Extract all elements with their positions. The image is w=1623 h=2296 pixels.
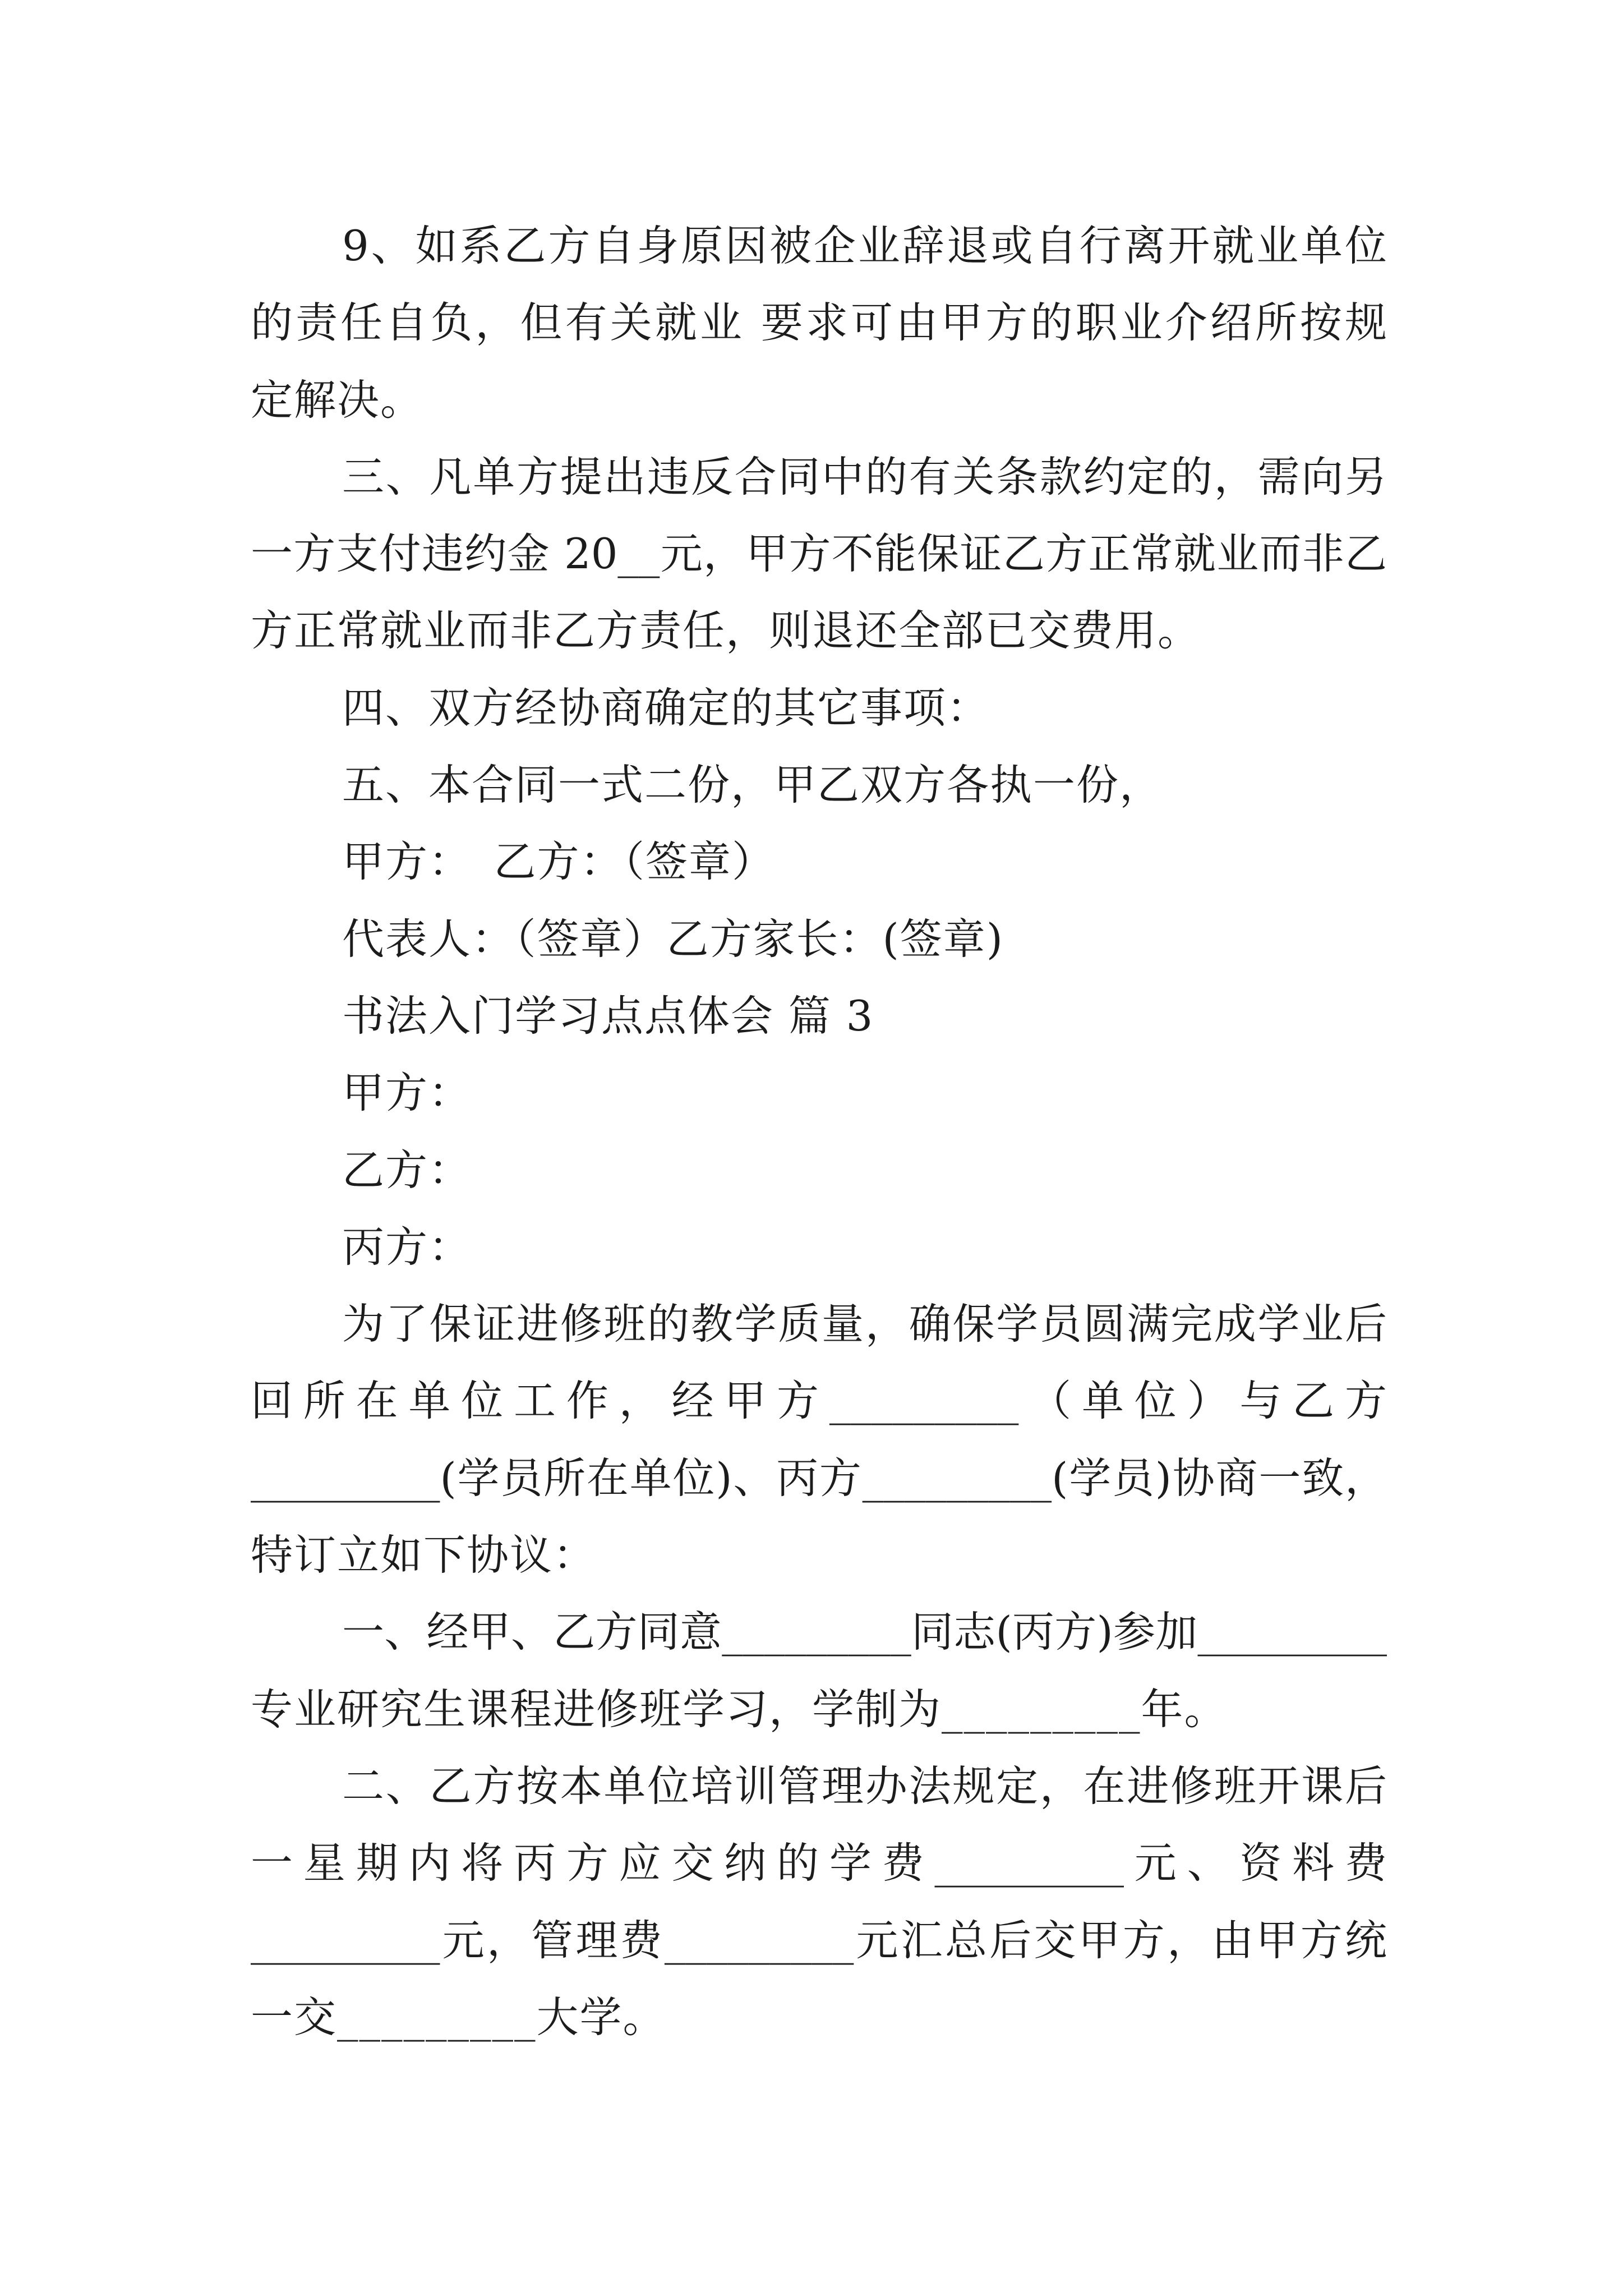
text-line: 代表人：（签章）乙方家长：(签章) <box>342 914 1004 964</box>
document-body <box>251 208 1387 2056</box>
text-line: 五、本合同一式二份，甲乙双方各执一份， <box>342 760 1163 810</box>
text-line: 定解决。 <box>251 375 424 425</box>
article-one-paragraph <box>251 1594 1387 1748</box>
text-line: 9、如系乙方自身原因被企业辞退或自行离开就业单位 <box>342 221 1387 270</box>
section-heading <box>251 978 1387 1055</box>
text-line: _________(学员所在单位)、丙方_________(学员)协商一致， <box>251 1453 1387 1503</box>
article-two-paragraph <box>251 1748 1387 2056</box>
party-c-line <box>251 1209 1387 1286</box>
text-line: 的责任自负，但有关就业 要求可由甲方的职业介绍所按规 <box>251 298 1387 348</box>
text-line: 一星期内将丙方应交纳的学费_________元、资料费 <box>251 1838 1387 1888</box>
text-line: 三、凡单方提出违反合同中的有关条款约定的，需向另 <box>342 452 1387 501</box>
text-line: 一交_________大学。 <box>251 1992 666 2042</box>
text-line: _________元，管理费_________元汇总后交甲方，由甲方统 <box>251 1915 1387 1965</box>
text-line: 丙方： <box>342 1222 472 1272</box>
text-line: 专业研究生课程进修班学习，学制为_________年。 <box>251 1684 1228 1734</box>
text-line: 二、乙方按本单位培训管理办法规定，在进修班开课后 <box>342 1761 1387 1811</box>
text-line: 特订立如下协议： <box>251 1530 597 1580</box>
clause-three-paragraph <box>251 439 1387 670</box>
text-line: 乙方： <box>342 1145 472 1195</box>
signature-line-parties <box>251 823 1387 900</box>
clause-five-paragraph <box>251 747 1387 823</box>
text-line: 书法入门学习点点体会 篇 3 <box>342 991 874 1041</box>
text-line: 甲方： 乙方：（签章） <box>342 837 776 887</box>
clause-four-paragraph <box>251 670 1387 747</box>
text-line: 方正常就业而非乙方责任，则退还全部已交费用。 <box>251 606 1201 656</box>
party-a-line <box>251 1055 1387 1131</box>
party-b-line <box>251 1132 1387 1209</box>
text-line: 四、双方经协商确定的其它事项： <box>342 683 990 733</box>
signature-line-representative <box>251 901 1387 978</box>
text-line: 一、经甲、乙方同意_________同志(丙方)参加_________ <box>342 1607 1387 1657</box>
text-line: 回所在单位工作，经甲方_________（单位）与乙方 <box>251 1376 1387 1426</box>
preamble-paragraph <box>251 1286 1387 1594</box>
clause-9-paragraph <box>251 208 1387 439</box>
text-line: 一方支付违约金 20__元，甲方不能保证乙方正常就业而非乙 <box>251 529 1387 579</box>
text-line: 为了保证进修班的教学质量，确保学员圆满完成学业后 <box>342 1299 1387 1349</box>
text-line: 甲方： <box>342 1068 472 1118</box>
